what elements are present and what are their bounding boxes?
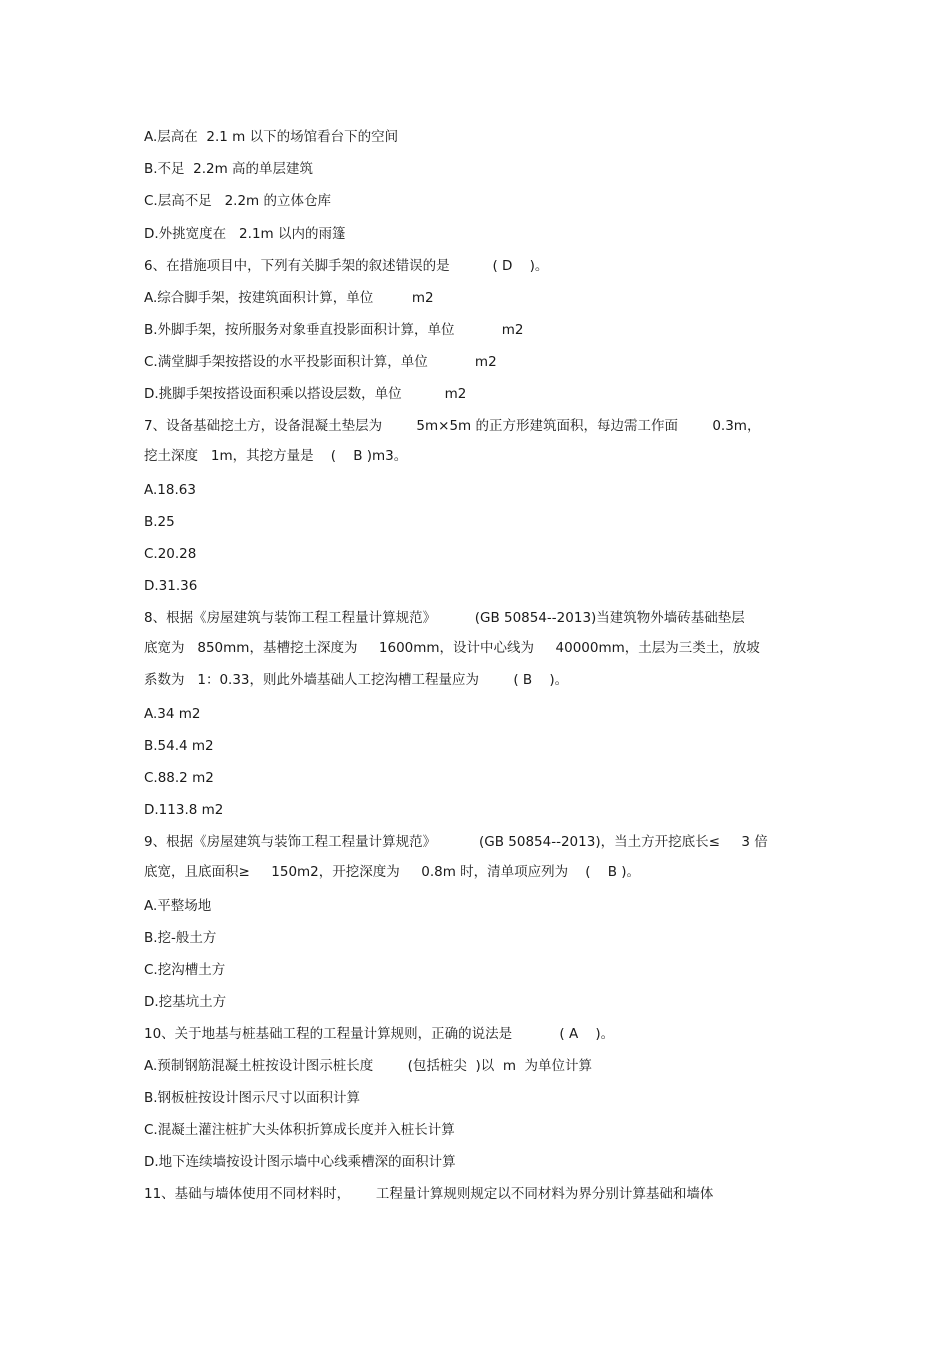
option-text: D.地下连续墙按设计图示墙中心线乘槽深的面积计算 xyxy=(144,1154,456,1170)
option-text: A.综合脚手架，按建筑面积计算，单位 m2 xyxy=(144,290,434,306)
option-text: D.挑脚手架按搭设面积乘以搭设层数，单位 m2 xyxy=(144,386,467,402)
question-text: 系数为 1：0.33，则此外墙基础人工挖沟槽工程量应为 ( B )。 xyxy=(144,672,569,688)
question-text: 底宽为 850mm，基槽挖土深度为 1600mm，设计中心线为 40000mm，土层为三类土，放坡 xyxy=(144,640,760,656)
option-text: A.层高在 2.1 m 以下的场馆看台下的空间 xyxy=(144,129,399,145)
option-text: C.20.28 xyxy=(144,546,197,562)
question-text: 底宽，且底面积≥ 150m2，开挖深度为 0.8m 时，清单项应列为 ( B )。 xyxy=(144,864,641,880)
option-text: C.混凝土灌注桩扩大头体积折算成长度并入桩长计算 xyxy=(144,1122,455,1138)
option-text: D.31.36 xyxy=(144,578,198,594)
option-text: A.34 m2 xyxy=(144,706,201,722)
option-text: D.外挑宽度在 2.1m 以内的雨篷 xyxy=(144,226,346,242)
option-text: A.18.63 xyxy=(144,482,196,498)
option-text: C.满堂脚手架按搭设的水平投影面积计算，单位 m2 xyxy=(144,354,497,370)
question-text: 7、设备基础挖土方，设备混凝土垫层为 5m×5m 的正方形建筑面积，每边需工作面 0.3m， xyxy=(144,418,761,434)
question-text: 8、根据《房屋建筑与装饰工程工程量计算规范》 (GB 50854--2013)当建筑物外墙砖基础垫层 xyxy=(144,610,745,626)
option-text: D.113.8 m2 xyxy=(144,802,224,818)
option-text: C.88.2 m2 xyxy=(144,770,214,786)
question-text: 11、基础与墙体使用不同材料时， 工程量计算规则规定以不同材料为界分别计算基础和墙体 xyxy=(144,1186,714,1202)
question-text: 挖土深度 1m，其挖方量是 ( B )m3。 xyxy=(144,448,408,464)
option-text: B.挖-般土方 xyxy=(144,930,217,946)
question-text: 10、关于地基与桩基础工程的工程量计算规则，正确的说法是 ( A )。 xyxy=(144,1026,615,1042)
option-text: B.不足 2.2m 高的单层建筑 xyxy=(144,161,314,177)
question-text: 9、根据《房屋建筑与装饰工程工程量计算规范》 (GB 50854--2013)，当土方开挖底长≤ 3 倍 xyxy=(144,834,768,850)
option-text: A.平整场地 xyxy=(144,898,212,914)
option-text: A.预制钢筋混凝土桩按设计图示桩长度 (包括桩尖 )以 m 为单位计算 xyxy=(144,1058,593,1074)
option-text: C.挖沟槽土方 xyxy=(144,962,226,978)
option-text: B.54.4 m2 xyxy=(144,738,214,754)
option-text: D.挖基坑土方 xyxy=(144,994,227,1010)
option-text: B.25 xyxy=(144,514,175,530)
option-text: C.层高不足 2.2m 的立体仓库 xyxy=(144,193,332,209)
option-text: B.外脚手架，按所服务对象垂直投影面积计算，单位 m2 xyxy=(144,322,524,338)
option-text: B.钢板桩按设计图示尺寸以面积计算 xyxy=(144,1090,361,1106)
question-text: 6、在措施项目中，下列有关脚手架的叙述错误的是 ( D )。 xyxy=(144,258,549,274)
